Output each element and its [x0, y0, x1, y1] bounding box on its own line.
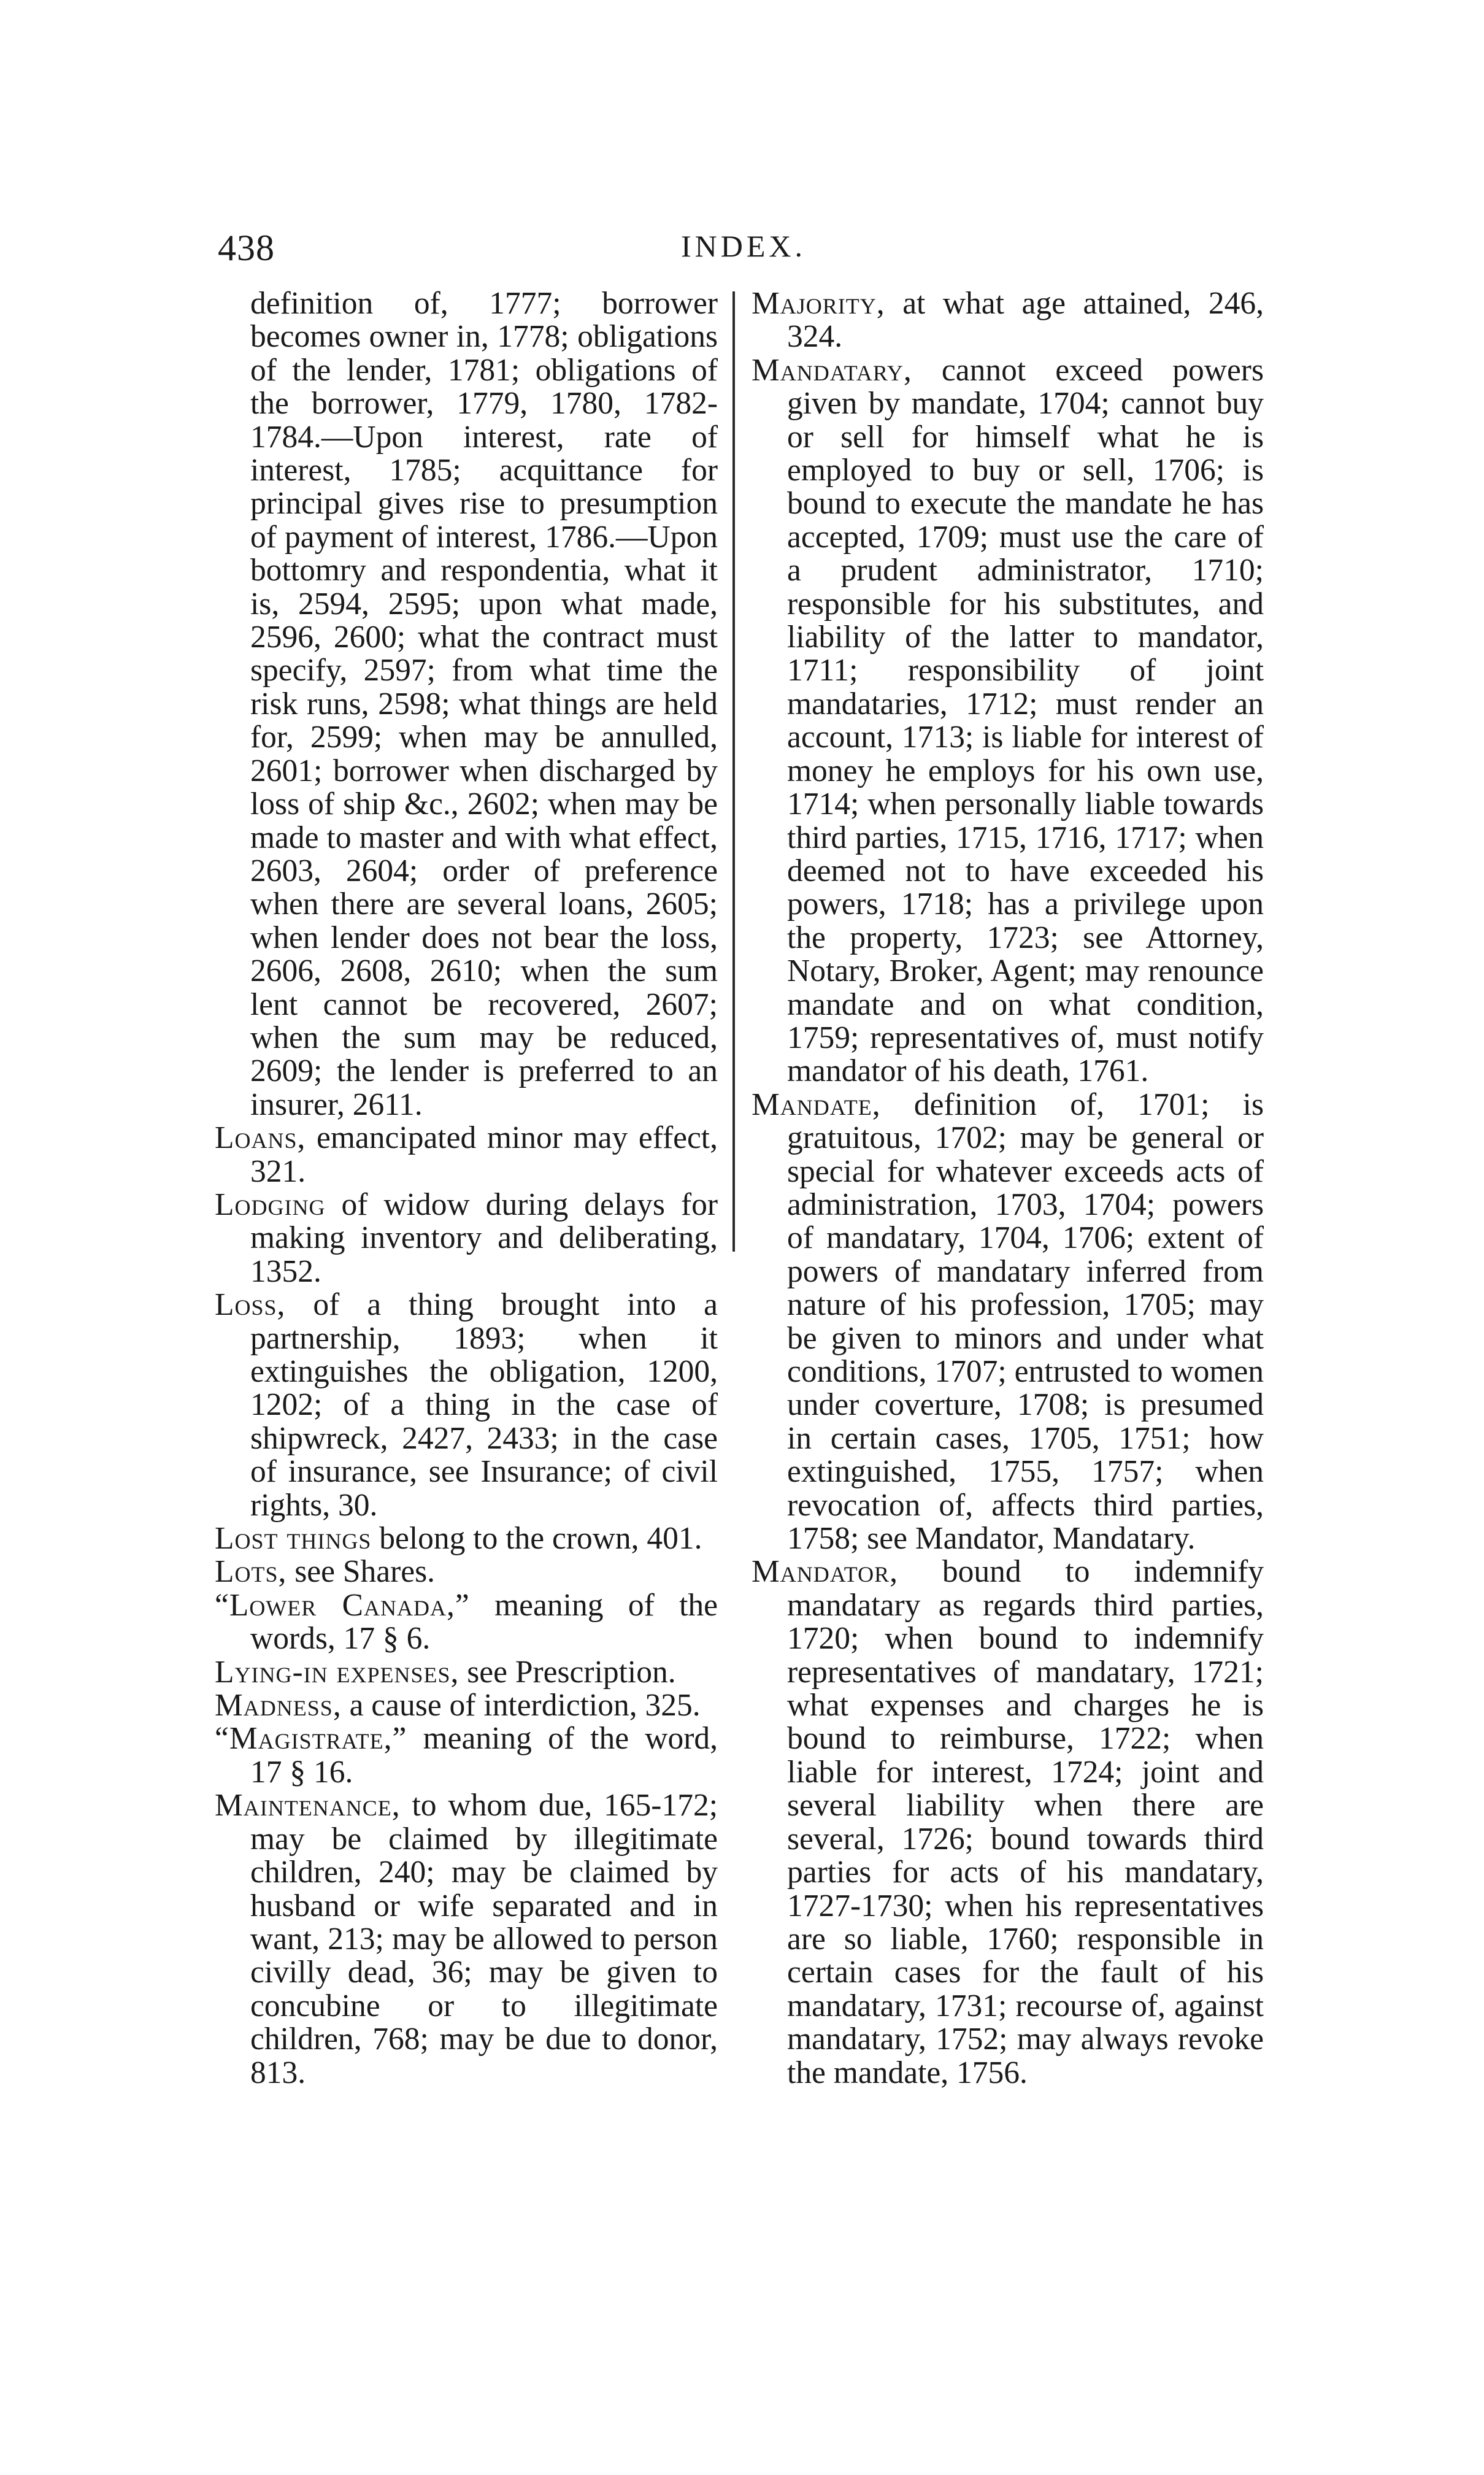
page-number: 438 [218, 228, 275, 268]
index-entry: “Magistrate,” meaning of the word, 17 § 16. [215, 1721, 718, 1790]
index-entry: Mandate, definition of, 1701; is gratuitous, 1702; may be general or special for whatever exceeds acts of administration, 1703, 1704; powers of mandatary, 1704, 1706; extent of powers of mandatary inferred from nature of his profession, 1705; may be given to minors and under what conditions, 1707; entrusted to women under coverture, 1708; is presumed in certain cases, 1705, 1751; how extinguished, 1755, 1757; when revocation of, affects third parties, 1758; see Mandator, Mandatary. [752, 1087, 1264, 1557]
index-entry: Lodging of widow during delays for making inventory and deliberating, 1352. [215, 1187, 718, 1289]
running-head: INDEX. [681, 229, 807, 263]
index-entry: Mandator, bound to indemnify mandatary as regards third parties, 1720; when bound to indemnify representatives of mandatary, 1721; what expenses and charges he is bound to reimburse, 1722; when liable for interest, 1724; joint and several liability when there are several, 1726; bound towards third parties for acts of his mandatary, 1727-1730; when his representatives are so liable, 1760; responsible in certain cases for the fault of his mandatary, 1731; recourse of, against mandatary, 1752; may always revoke the mandate, 1756. [752, 1554, 1264, 2090]
index-entry: Lying-in expenses, see Prescription. [215, 1654, 676, 1690]
index-entry: Lost things belong to the crown, 401. [215, 1521, 702, 1557]
index-entry: Maintenance, to whom due, 165-172; may be claimed by illegitimate children, 240; may be claimed by husband or wife separated and in want, 213; may be allowed to person civilly dead, 36; may be given to concubine or to illegitimate children, 768; may be due to donor, 813. [215, 1788, 718, 2090]
index-entry: “Lower Canada,” meaning of the words, 17 § 6. [215, 1587, 718, 1657]
index-entry: definition of, 1777; borrower becomes owner in, 1778; obligations of the lender, 1781; obligations of the borrower, 1779, 1780, 1782-1784.—Upon interest, rate of interest, 1785; acquittance for principal gives rise to presumption of payment of interest, 1786.—Upon bottomry and respondentia, what it is, 2594, 2595; upon what made, 2596, 2600; what the contract must specify, 2597; from what time the risk runs, 2598; what things are held for, 2599; when may be annulled, 2601; borrower when discharged by loss of ship &c., 2602; when may be made to master and with what effect, 2603, 2604; order of preference when there are several loans, 2605; when lender does not bear the loss, 2606, 2608, 2610; when the sum lent cannot be recovered, 2607; when the sum may be reduced, 2609; the lender is preferred to an insurer, 2611. [250, 286, 718, 1122]
index-column-right [752, 287, 1264, 2090]
index-entry: Majority, at what age attained, 246, 324. [752, 286, 1264, 355]
index-column-left [215, 287, 718, 2090]
index-entry: Mandatary, cannot exceed powers given by mandate, 1704; cannot buy or sell for himself what he is employed to buy or sell, 1706; is bound to execute the mandate he has accepted, 1709; must use the care of a prudent administrator, 1710; responsible for his substitutes, and liability of the latter to mandator, 1711; responsibility of joint mandataries, 1712; must render an account, 1713; is liable for interest of money he employs for his own use, 1714; when personally liable towards third parties, 1715, 1716, 1717; when deemed not to have exceeded his powers, 1718; has a privilege upon the property, 1723; see Attorney, Notary, Broker, Agent; may renounce mandate and on what condition, 1759; representatives of, must notify mandator of his death, 1761. [752, 352, 1264, 1089]
column-rule [732, 291, 735, 1252]
index-entry: Lots, see Shares. [215, 1554, 436, 1590]
index-entry: Loans, emancipated minor may effect, 321. [215, 1120, 718, 1189]
index-entry: Loss, of a thing brought into a partnership, 1893; when it extinguishes the obligation, 1200, 1202; of a thing in the case of shipwreck, 2427, 2433; in the case of insurance, see Insurance; of civil rights, 30. [215, 1287, 718, 1523]
index-entry: Madness, a cause of interdiction, 325. [215, 1688, 701, 1723]
